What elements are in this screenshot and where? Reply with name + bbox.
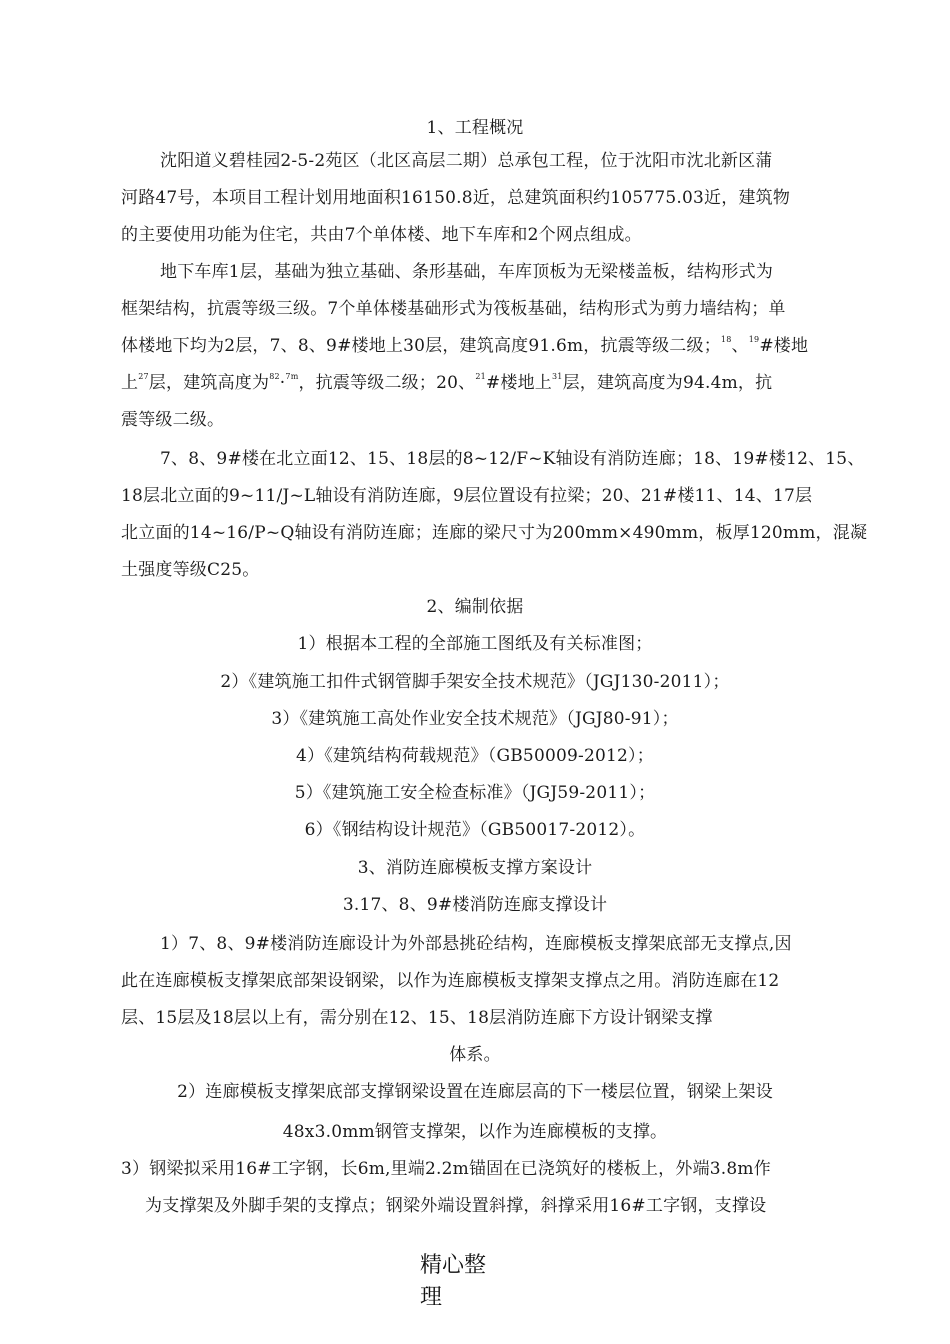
reference-item: 5）《建筑施工安全检查标准》（JGJ59-2011）；	[294, 783, 656, 803]
superscript-text: 31	[551, 372, 563, 381]
paragraph-line: 体系。	[449, 1045, 501, 1065]
footer-text	[420, 1250, 530, 1314]
paragraph-line: 体楼地下均为2层，7、8、9#楼地上30层，建筑高度91.6m，抗震等级二级；$^{18}$、$^{19}$#楼地	[121, 335, 809, 356]
reference-item: 3）《建筑施工高处作业安全技术规范》（JGJ80-91）；	[271, 709, 679, 729]
superscript-text: 21	[475, 372, 486, 381]
section-title-design: 3、消防连廊模板支撑方案设计	[357, 858, 593, 878]
superscript-text: 19	[748, 335, 760, 344]
paragraph-line: 的主要使用功能为住宅，共由7个单体楼、地下车库和2个网点组成。	[121, 225, 642, 245]
reference-item: 2）《建筑施工扣件式钢管脚手架安全技术规范》（JGJ130-2011）；	[220, 672, 730, 692]
paragraph-line: 18层北立面的9~11/J~L轴设有消防连廊，9层位置设有拉梁；20、21#楼11、14、17层	[121, 486, 813, 506]
superscript-text: 27	[138, 372, 149, 381]
superscript-text: 82	[269, 372, 280, 381]
paragraph-line: 框架结构，抗震等级三级。7个单体楼基础形式为筏板基础，结构形式为剪力墙结构；单	[121, 299, 786, 319]
paragraph-line: 北立面的14~16/P~Q轴设有消防连廊；连廊的梁尺寸为200mm×490mm，板厚120mm，混凝	[121, 523, 868, 543]
reference-item: 1）根据本工程的全部施工图纸及有关标准图；	[297, 634, 653, 654]
section-title-overview: 1、工程概况	[426, 118, 524, 138]
paragraph-line: 48x3.0mm钢管支撑架，以作为连廊模板的支撑。	[282, 1122, 668, 1142]
paragraph-line: 1）7、8、9#楼消防连廊设计为外部悬挑砼结构，连廊模板支撑架底部无支撑点,因	[160, 934, 792, 954]
footer-line: 精心整	[420, 1253, 487, 1278]
reference-item: 4）《建筑结构荷载规范》（GB50009-2012）；	[296, 746, 654, 766]
reference-item: 6）《钢结构设计规范》（GB50017-2012）。	[304, 820, 646, 840]
paragraph-line: 震等级二级。	[121, 410, 225, 430]
paragraph-line: 上$^{27}$层，建筑高度为$^{82}$·$^{7m}$，抗震等级二级；20、$^{21}$#楼地上$^{31}$层，建筑高度为94.4m，抗	[121, 372, 773, 393]
paragraph-line: 7、8、9#楼在北立面12、15、18层的8~12/F~K轴设有消防连廊；18、19#楼12、15、	[160, 449, 865, 469]
subsection-title: 3.17、8、9#楼消防连廊支撑设计	[342, 895, 608, 915]
paragraph-line: 河路47号，本项目工程计划用地面积16150.8近，总建筑面积约105775.03近，建筑物	[121, 188, 791, 208]
paragraph-line: 层、15层及18层以上有，需分别在12、15、18层消防连廊下方设计钢梁支撑	[121, 1008, 713, 1028]
paragraph-line: 沈阳道义碧桂园2-5-2苑区（北区高层二期）总承包工程，位于沈阳市沈北新区蒲	[160, 151, 773, 171]
superscript-text: 7m	[285, 372, 299, 381]
paragraph-line: 地下车库1层，基础为独立基础、条形基础，车库顶板为无梁楼盖板，结构形式为	[160, 262, 774, 282]
paragraph-line: 此在连廊模板支撑架底部架设钢梁，以作为连廊模板支撑架支撑点之用。消防连廊在12	[121, 971, 780, 991]
paragraph-line: 土强度等级C25。	[121, 560, 260, 580]
paragraph-line: 为支撑架及外脚手架的支撑点；钢梁外端设置斜撑，斜撑采用16#工字钢，支撑设	[145, 1196, 767, 1216]
superscript-text: 18	[720, 335, 732, 344]
section-title-basis: 2、编制依据	[426, 597, 524, 617]
paragraph-line: 3）钢梁拟采用16#工字钢，长6m,里端2.2m锚固在已浇筑好的楼板上，外端3.8m作	[121, 1159, 771, 1179]
paragraph-line: 2）连廊模板支撑架底部支撑钢梁设置在连廊层高的下一楼层位置，钢梁上架设	[177, 1082, 773, 1102]
footer-line: 理	[420, 1285, 443, 1310]
